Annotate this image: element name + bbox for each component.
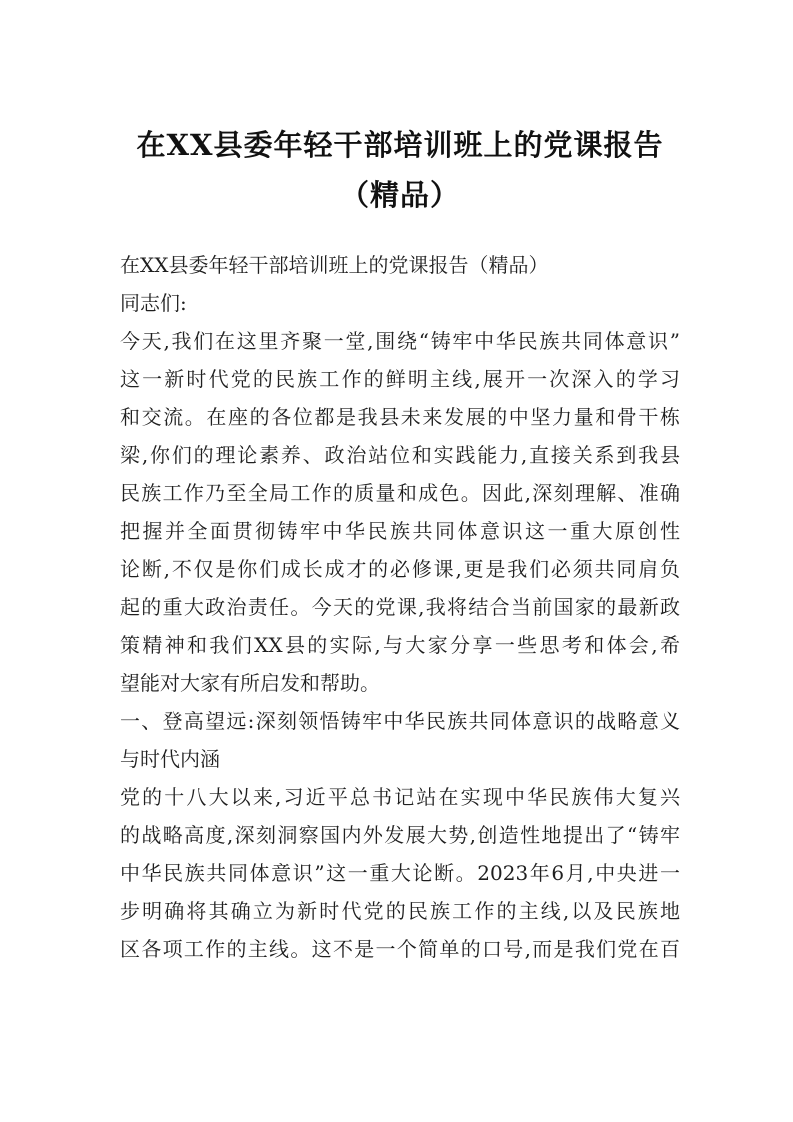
body-line: 起的重大政治责任。今天的党课,我将结合当前国家的最新政 bbox=[120, 595, 680, 619]
body-line: 中华民族共同体意识”这一重大论断。2023年6月,中央进一 bbox=[120, 861, 680, 885]
document-body bbox=[120, 246, 680, 968]
section-heading-line: 与时代内涵 bbox=[120, 747, 220, 771]
body-line: 的战略高度,深刻洞察国内外发展大势,创造性地提出了“铸牢 bbox=[120, 823, 680, 847]
body-line-subtitle: 在XX县委年轻干部培训班上的党课报告（精品） bbox=[120, 253, 549, 277]
body-line: 梁,你们的理论素养、政治站位和实践能力,直接关系到我县 bbox=[120, 443, 680, 467]
body-line: 民族工作乃至全局工作的质量和成色。因此,深刻理解、准确 bbox=[120, 481, 680, 505]
section-heading-line: 一、登高望远:深刻领悟铸牢中华民族共同体意识的战略意义 bbox=[120, 709, 680, 733]
title-line-2: （精品） bbox=[339, 178, 460, 212]
body-line: 论断,不仅是你们成长成才的必修课,更是我们必须共同肩负 bbox=[120, 557, 680, 581]
body-line: 把握并全面贯彻铸牢中华民族共同体意识这一重大原创性 bbox=[120, 519, 680, 543]
body-line: 步明确将其确立为新时代党的民族工作的主线,以及民族地 bbox=[120, 899, 680, 923]
body-line: 今天,我们在这里齐聚一堂,围绕“铸牢中华民族共同体意识” bbox=[120, 329, 680, 353]
body-line: 和交流。在座的各位都是我县未来发展的中坚力量和骨干栋 bbox=[120, 405, 680, 429]
body-line: 党的十八大以来,习近平总书记站在实现中华民族伟大复兴 bbox=[120, 785, 680, 809]
document-title bbox=[100, 120, 700, 220]
body-line: 策精神和我们XX县的实际,与大家分享一些思考和体会,希 bbox=[120, 633, 680, 657]
body-line: 望能对大家有所启发和帮助。 bbox=[120, 671, 380, 695]
body-line: 这一新时代党的民族工作的鲜明主线,展开一次深入的学习 bbox=[120, 367, 680, 391]
title-line-1: 在XX县委年轻干部培训班上的党课报告 bbox=[136, 128, 664, 162]
body-line: 区各项工作的主线。这不是一个简单的口号,而是我们党在百 bbox=[120, 937, 680, 961]
body-line-salutation: 同志们: bbox=[120, 291, 187, 315]
